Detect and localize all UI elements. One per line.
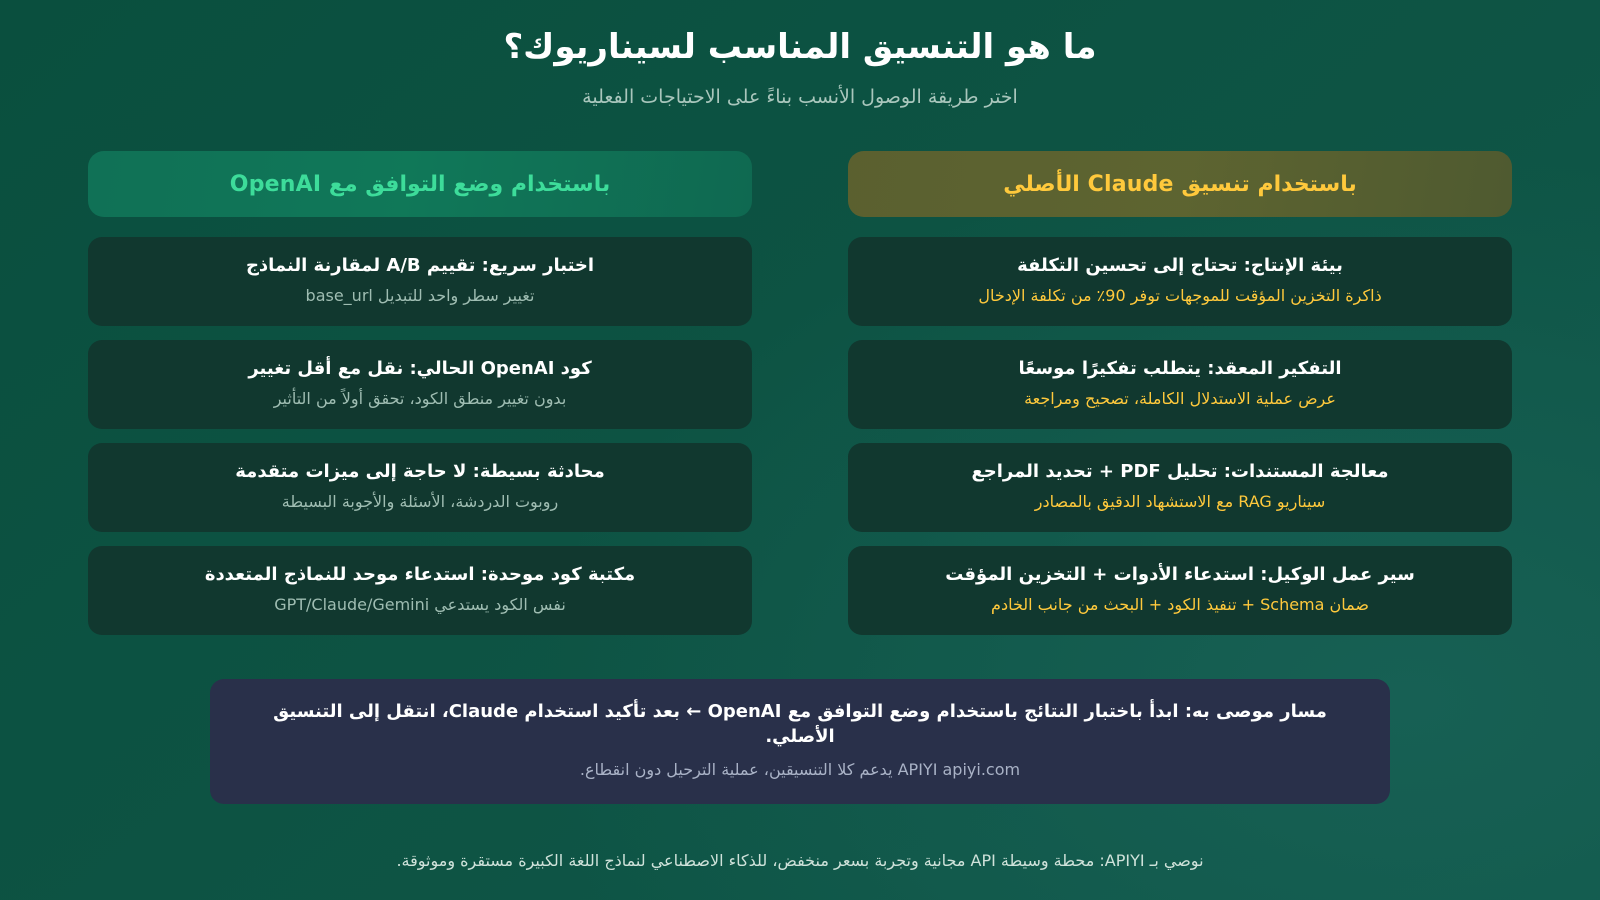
card-title: كود OpenAI الحالي: نقل مع أقل تغيير	[248, 358, 592, 380]
card-subtitle: نفس الكود يستدعي GPT/Claude/Gemini	[274, 595, 566, 615]
footer-note: نوصي بـ APIYI: محطة وسيطة API مجانية وتجربة بسعر منخفض، للذكاء الاصطناعي لنماذج اللغة الكبيرة مستقرة وموثوقة.	[396, 850, 1204, 870]
comparison-columns	[0, 151, 1600, 635]
card-title: محادثة بسيطة: لا حاجة إلى ميزات متقدمة	[235, 460, 605, 482]
column-header-claude-native: باستخدام تنسيق Claude الأصلي	[848, 151, 1512, 217]
scenario-card[interactable]	[848, 546, 1512, 635]
page-subtitle: اختر طريقة الوصول الأنسب بناءً على الاحتياجات الفعلية	[582, 85, 1018, 108]
recommended-path-banner	[210, 679, 1390, 804]
card-subtitle: سيناريو RAG مع الاستشهاد الدقيق بالمصادر	[1034, 492, 1326, 512]
card-title: معالجة المستندات: تحليل PDF + تحديد المراجع	[971, 460, 1389, 482]
card-subtitle: تغيير سطر واحد للتبديل base_url	[305, 286, 535, 306]
header	[0, 0, 1600, 109]
column-openai-compatibility	[88, 151, 752, 635]
card-title: سير عمل الوكيل: استدعاء الأدوات + التخزين المؤقت	[945, 563, 1415, 585]
scenario-card[interactable]	[848, 237, 1512, 326]
card-subtitle: ذاكرة التخزين المؤقت للموجهات توفر 90٪ من تكلفة الإدخال	[978, 286, 1382, 306]
scenario-card[interactable]	[88, 237, 752, 326]
scenario-card[interactable]	[88, 546, 752, 635]
scenario-card[interactable]	[88, 340, 752, 429]
scenario-card[interactable]	[848, 443, 1512, 532]
banner-sub-text: APIYI apiyi.com يدعم كلا التنسيقين، عملية الترحيل دون انقطاع.	[579, 760, 1021, 780]
banner-main-text: مسار موصى به: ابدأ باختبار النتائج باستخدام وضع التوافق مع OpenAI ← بعد تأكيد استخدام Claude، انتقل إلى التنسيق الأصلي.	[273, 700, 1327, 747]
card-subtitle: روبوت الدردشة، الأسئلة والأجوبة البسيطة	[281, 492, 559, 512]
card-subtitle: عرض عملية الاستدلال الكاملة، تصحيح ومراجعة	[1024, 389, 1336, 409]
card-title: التفكير المعقد: يتطلب تفكيرًا موسعًا	[1018, 358, 1342, 380]
scenario-card[interactable]	[848, 340, 1512, 429]
card-title: بيئة الإنتاج: تحتاج إلى تحسين التكلفة	[1017, 255, 1343, 277]
card-title: اختبار سريع: تقييم A/B لمقارنة النماذج	[245, 255, 595, 277]
card-list-claude-native	[848, 237, 1512, 635]
column-header-openai-compatibility: باستخدام وضع التوافق مع OpenAI	[88, 151, 752, 217]
card-title: مكتبة كود موحدة: استدعاء موحد للنماذج المتعددة	[204, 563, 636, 585]
page-title: ما هو التنسيق المناسب لسيناريوك؟	[503, 27, 1097, 67]
card-subtitle: ضمان Schema + تنفيذ الكود + البحث من جانب الخادم	[991, 595, 1369, 615]
column-claude-native	[848, 151, 1512, 635]
card-subtitle: بدون تغيير منطق الكود، تحقق أولاً من التأثير	[273, 389, 567, 409]
scenario-card[interactable]	[88, 443, 752, 532]
card-list-openai-compatibility	[88, 237, 752, 635]
